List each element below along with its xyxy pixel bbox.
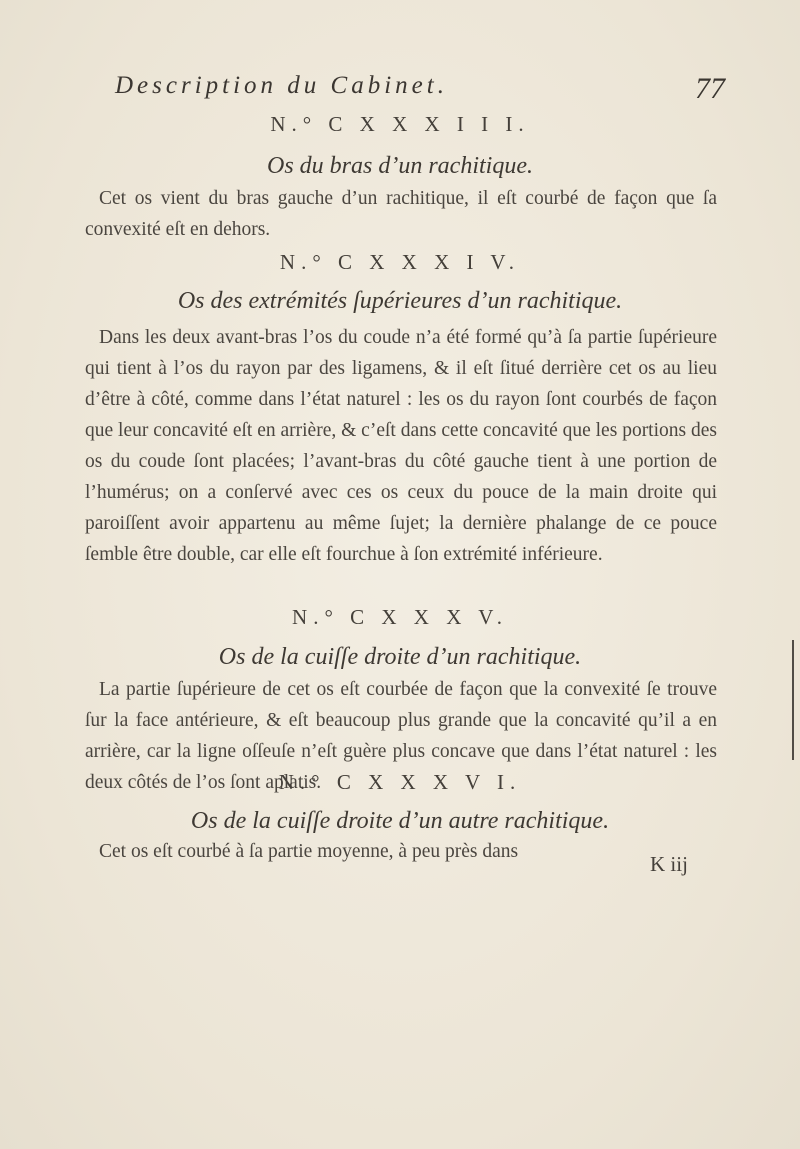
entry-number: N.° C X X X I V.	[279, 250, 521, 274]
entry-number: N.° C X X X V.	[292, 605, 508, 629]
entry-number: N.° C X X X I I I.	[270, 112, 530, 136]
page-edge-mark	[792, 640, 794, 760]
entry-title: Os de la cuiſſe droite d’un autre rachitique.	[190, 808, 610, 834]
running-header: Description du Cabinet.	[115, 72, 448, 99]
page-number: 77	[695, 72, 725, 105]
signature-mark: K iij	[650, 852, 688, 876]
entry-text: Dans les deux avant-bras l’os du coude n’a été formé qu’à ſa partie ſupérieure qui tient à l’os du rayon par des ligamens, & il eſt ſitué derrière cet os au lieu d’être à côté, comme dans l’état naturel : les os du rayon ſont courbés de façon que leur concavité eſt en arrière, & c’eſt dans cette concavité que les portions des os du coude ſont placées; l’avant-bras du côté gauche tient à une portion de l’humérus; on a conſervé avec ces os ceux du pouce de la main droite qui paroiſſent avoir appartenu au même ſujet; la dernière phalange de ce pouce ſemble être double, car elle eſt fourchue à ſon extrémité inférieure.	[85, 327, 717, 565]
entry-text: Cet os vient du bras gauche d’un rachitique, il eſt courbé de façon que ſa convexité eſt en dehors.	[85, 188, 717, 240]
entry-title: Os des extrémités ſupérieures d’un rachitique.	[177, 288, 623, 314]
entry-text: Cet os eſt courbé à ſa partie moyenne, à peu près dans	[99, 841, 519, 862]
entry-title: Os du bras d’un rachitique.	[267, 153, 533, 179]
entry-number: N.° C X X X V I.	[278, 770, 522, 794]
entry-title: Os de la cuiſſe droite d’un rachitique.	[218, 644, 582, 670]
entry-text: La partie ſupérieure de cet os eſt courbée de façon que la convexité ſe trouve ſur la face antérieure, & eſt beaucoup plus grande que la concavité qu’il a en arrière, car la ligne oſſeuſe n’eſt guère plus concave que dans l’état naturel : les deux côtés de l’os ſont aplatis.	[85, 679, 717, 793]
